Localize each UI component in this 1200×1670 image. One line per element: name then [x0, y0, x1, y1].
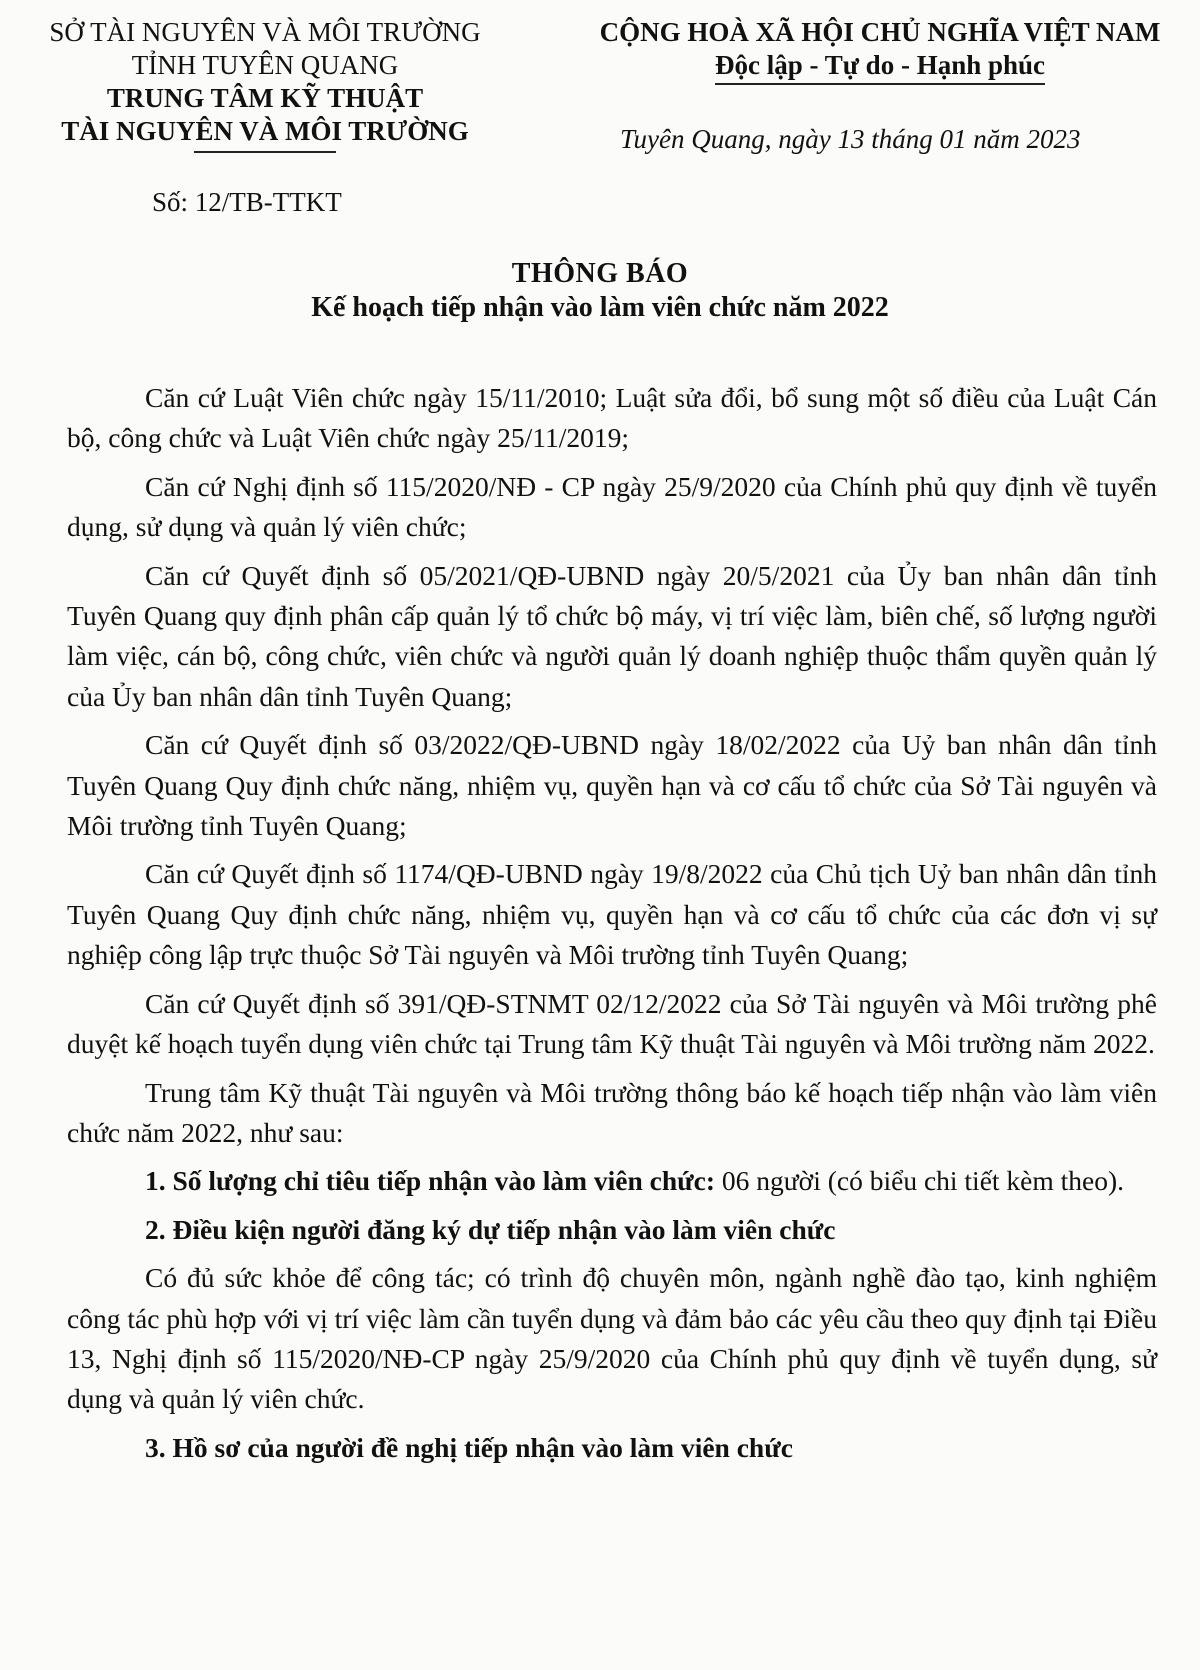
agency-name-line2: TÀI NGUYÊN VÀ MÔI TRƯỜNG [61, 116, 469, 146]
section-1-heading: 1. Số lượng chỉ tiêu tiếp nhận vào làm viên chức: [145, 1165, 716, 1197]
legal-basis-2: Căn cứ Nghị định số 115/2020/NĐ - CP ngày 25/9/2020 của Chính phủ quy định về tuyển dụng, sử dụng và quản lý viên chức; [67, 470, 1157, 543]
legal-basis-1: Căn cứ Luật Viên chức ngày 15/11/2010; Luật sửa đổi, bổ sung một số điều của Luật Cán bộ, công chức và Luật Viên chức ngày 25/11/2019; [67, 382, 1157, 454]
national-motto: Độc lập - Tự do - Hạnh phúc [715, 49, 1045, 85]
document-body [67, 378, 1157, 1476]
document-number: Số: 12/TB-TTKT [152, 187, 342, 217]
issuing-agency-block [20, 16, 510, 153]
agency-divider [194, 151, 336, 153]
section-3-heading: 3. Hồ sơ của người đề nghị tiếp nhận vào làm viên chức [145, 1431, 793, 1463]
issue-date: Tuyên Quang, ngày 13 tháng 01 năm 2023 [620, 124, 1081, 154]
national-title: CỘNG HOÀ XÃ HỘI CHỦ NGHĨA VIỆT NAM [599, 17, 1161, 47]
agency-name-line1: TRUNG TÂM KỸ THUẬT [106, 83, 424, 113]
document-subtitle: Kế hoạch tiếp nhận vào làm viên chức năm 2022 [311, 292, 889, 323]
national-header-block [560, 16, 1200, 85]
agency-parent-line2: TỈNH TUYÊN QUANG [131, 50, 399, 80]
document-title: THÔNG BÁO [511, 258, 689, 289]
agency-parent-line1: SỞ TÀI NGUYÊN VÀ MÔI TRƯỜNG [49, 17, 481, 47]
legal-basis-5: Căn cứ Quyết định số 1174/QĐ-UBND ngày 19/8/2022 của Chủ tịch Uỷ ban nhân dân tỉnh Tuyên Quang Quy định chức năng, nhiệm vụ, quyền hạn và cơ cấu tổ chức của các đơn vị sự nghiệp công lập trực thuộc Sở Tài nguyên và Môi trường tỉnh Tuyên Quang; [67, 858, 1157, 971]
legal-basis-4: Căn cứ Quyết định số 03/2022/QĐ-UBND ngày 18/02/2022 của Uỷ ban nhân dân tỉnh Tuyên Quang Quy định chức năng, nhiệm vụ, quyền hạn và cơ cấu tổ chức của Sở Tài nguyên và Môi trường tỉnh Tuyên Quang; [67, 729, 1157, 842]
section-2-text: Có đủ sức khỏe để công tác; có trình độ chuyên môn, ngành nghề đào tạo, kinh nghiệm công tác phù hợp với vị trí việc làm cần tuyển dụng và đảm bảo các yêu cầu theo quy định tại Điều 13, Nghị định số 115/2020/NĐ-CP ngày 25/9/2020 của Chính phủ quy định về tuyển dụng, sử dụng và quản lý viên chức. [67, 1262, 1157, 1415]
section-1-text: 06 người (có biểu chi tiết kèm theo). [715, 1165, 1125, 1197]
announcement-intro: Trung tâm Kỹ thuật Tài nguyên và Môi trường thông báo kế hoạch tiếp nhận vào làm viên chức năm 2022, như sau: [67, 1076, 1157, 1148]
section-2-heading: 2. Điều kiện người đăng ký dự tiếp nhận vào làm viên chức [145, 1213, 836, 1245]
legal-basis-6: Căn cứ Quyết định số 391/QĐ-STNMT 02/12/2022 của Sở Tài nguyên và Môi trường phê duyệt kế hoạch tuyển dụng viên chức tại Trung tâm Kỹ thuật Tài nguyên và Môi trường năm 2022. [67, 987, 1157, 1060]
section-1 [67, 1161, 1157, 1201]
legal-basis-3: Căn cứ Quyết định số 05/2021/QĐ-UBND ngày 20/5/2021 của Ủy ban nhân dân tỉnh Tuyên Quang quy định phân cấp quản lý tổ chức bộ máy, vị trí việc làm, biên chế, số lượng người làm việc, cán bộ, công chức, viên chức và người quản lý doanh nghiệp thuộc thẩm quyền quản lý của Ủy ban nhân dân tỉnh Tuyên Quang; [67, 559, 1157, 712]
